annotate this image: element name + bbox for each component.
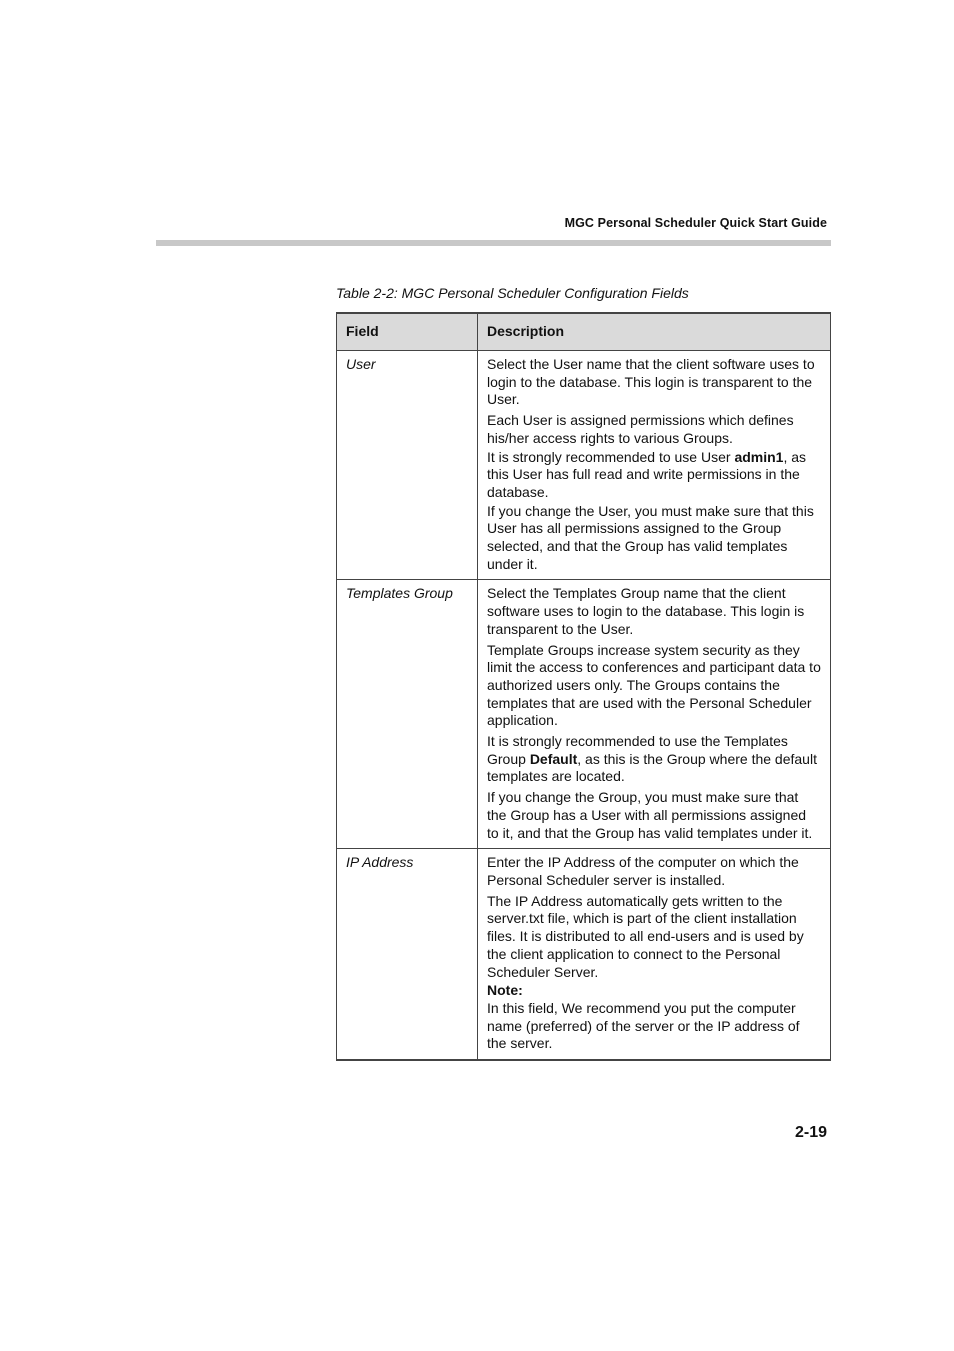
table-row: [337, 849, 831, 1060]
description-cell: [478, 580, 831, 849]
description-paragraph: [487, 449, 821, 502]
paragraph-text: It is strongly recommended to use User: [487, 448, 735, 465]
running-header: MGC Personal Scheduler Quick Start Guide: [564, 216, 827, 230]
table-row: [337, 580, 831, 849]
paragraph-text: It is strongly recommended to use the Templates Group: [487, 733, 788, 767]
note-text: In this field, We recommend you put the computer name (preferred) of the server or the IP address of the server.: [487, 999, 800, 1052]
page-number: 2-19: [794, 1124, 827, 1141]
paragraph-text: , as this is the Group where the default templates are located.: [487, 750, 817, 785]
paragraph-text: , as this User has full read and write permissions in the database.: [487, 448, 807, 500]
table-caption: Table 2-2: MGC Personal Scheduler Configuration Fields: [336, 285, 689, 301]
description-paragraph: Enter the IP Address of the computer on which the Personal Scheduler server is installed.: [487, 854, 799, 888]
column-header-description: Description: [478, 313, 831, 351]
field-name-cell: Templates Group: [337, 580, 478, 849]
description-paragraph: [487, 733, 821, 786]
column-header-field: Field: [337, 313, 478, 351]
header-rule: [156, 240, 831, 246]
configuration-fields-table: [336, 312, 831, 1061]
field-name-cell: User: [337, 351, 478, 580]
description-cell: [478, 351, 831, 580]
emphasized-value: Default: [529, 750, 578, 767]
description-paragraph: Each User is assigned permissions which defines his/her access rights to various Groups.: [487, 412, 794, 446]
description-paragraph: Select the User name that the client software uses to login to the database. This login is transparent to the User.: [487, 356, 815, 408]
emphasized-value: admin1: [734, 448, 784, 465]
description-paragraph: Select the Templates Group name that the client software uses to login to the database. This login is transparent to the User.: [487, 585, 805, 637]
description-paragraph: The IP Address automatically gets written to the server.txt file, which is part of the client installation files. It is distributed to all end-users and is used by the client application to connect to the Personal Scheduler Server.: [487, 892, 804, 980]
description-paragraph: Template Groups increase system security as they limit the access to conferences and participant data to authorized users only. The Groups contains the templates that are used with the Personal Scheduler application.: [487, 641, 821, 729]
description-paragraph: If you change the Group, you must make sure that the Group has a User with all permissions assigned to it, and that the Group has valid templates under it.: [487, 789, 813, 841]
table-header-row: [337, 313, 831, 351]
table-row: [337, 351, 831, 580]
field-name-cell: IP Address: [337, 849, 478, 1060]
note-label: Note:: [487, 982, 523, 999]
description-paragraph: If you change the User, you must make sure that this User has all permissions assigned to the Group selected, and that the Group has valid templates under it.: [487, 502, 814, 572]
description-cell: [478, 849, 831, 1060]
